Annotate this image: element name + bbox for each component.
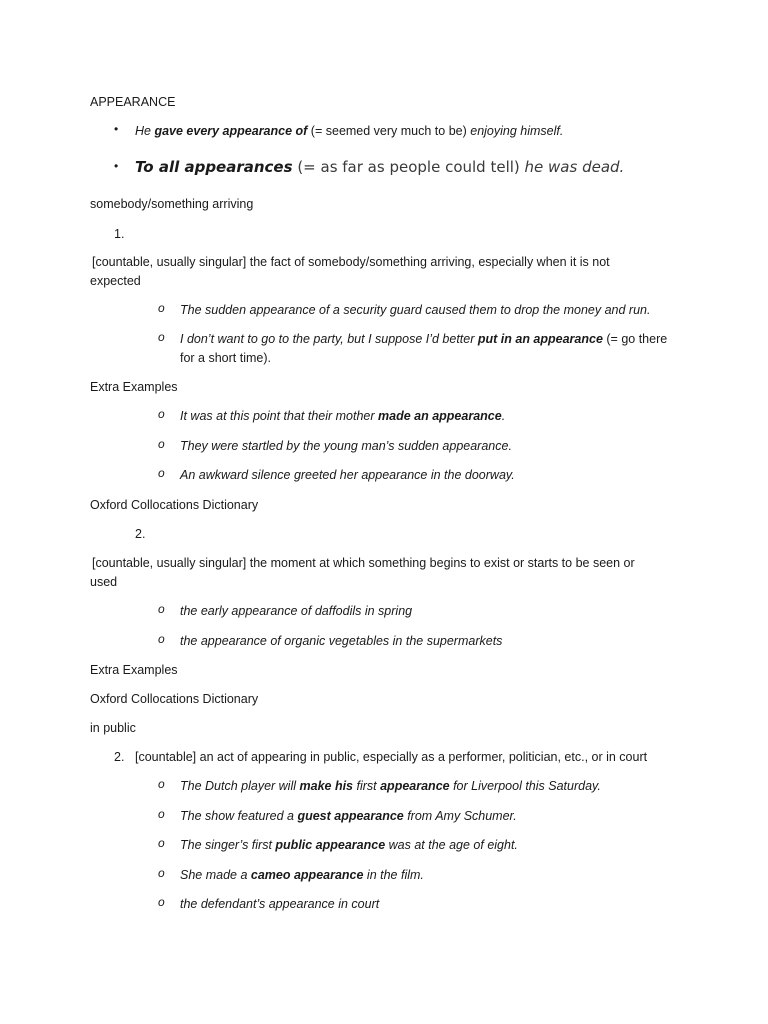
sub-bullet-marker: o (158, 301, 165, 315)
example-sentence: She made a cameo appearance in the film. (180, 868, 424, 882)
example-sentence: It was at this point that their mother made an appearance. (180, 409, 506, 423)
extra-examples-label: Extra Examples (90, 380, 178, 394)
sense-label-arriving: somebody/something arriving (90, 197, 254, 211)
sense-number: 1. (114, 227, 125, 241)
top-example-1: He gave every appearance of (= seemed very much to be) enjoying himself. (135, 124, 564, 138)
example-sentence: the appearance of organic vegetables in the supermarkets (180, 634, 503, 648)
definition-1-line-1: [countable, usually singular] the fact of somebody/something arriving, especially when it is not (92, 255, 610, 269)
example-sentence: The sudden appearance of a security guard caused them to drop the money and run. (180, 303, 651, 317)
bullet-marker: • (114, 122, 119, 136)
definition-3: [countable] an act of appearing in public, especially as a performer, politician, etc., or in court (135, 750, 648, 764)
sub-bullet-marker: o (158, 632, 165, 646)
example-sentence: the early appearance of daffodils in spring (180, 604, 413, 618)
sub-bullet-marker: o (158, 895, 165, 909)
sense-label-in-public: in public (90, 721, 136, 735)
example-sentence: The show featured a guest appearance from Amy Schumer. (180, 809, 517, 823)
sub-bullet-marker: o (158, 437, 165, 451)
definition-2-line-2: used (90, 575, 118, 589)
sub-bullet-marker: o (158, 836, 165, 850)
sub-bullet-marker: o (158, 602, 165, 616)
collocations-label: Oxford Collocations Dictionary (90, 498, 259, 512)
example-sentence: I don’t want to go to the party, but I suppose I’d better put in an appearance (= go there (180, 332, 668, 346)
sense-number: 2. (135, 527, 146, 541)
definition-1-line-2: expected (90, 274, 141, 288)
top-example-2: To all appearances (= as far as people could tell) he was dead. (135, 158, 625, 176)
example-sentence: An awkward silence greeted her appearance in the doorway. (180, 468, 515, 482)
example-sentence: the defendant’s appearance in court (180, 897, 380, 911)
collocations-label: Oxford Collocations Dictionary (90, 692, 259, 706)
example-sentence: They were startled by the young man’s sudden appearance. (180, 439, 512, 453)
sub-bullet-marker: o (158, 407, 165, 421)
extra-examples-label: Extra Examples (90, 663, 178, 677)
example-sentence: The Dutch player will make his first appearance for Liverpool this Saturday. (180, 779, 601, 793)
sub-bullet-marker: o (158, 807, 165, 821)
sub-bullet-marker: o (158, 777, 165, 791)
sub-bullet-marker: o (158, 866, 165, 880)
entry-heading: APPEARANCE (90, 95, 176, 109)
sense-number: 2. (114, 750, 125, 764)
sub-bullet-marker: o (158, 330, 165, 344)
sub-bullet-marker: o (158, 466, 165, 480)
example-sentence-continued: for a short time). (180, 351, 271, 365)
example-sentence: The singer’s first public appearance was at the age of eight. (180, 838, 518, 852)
definition-2-line-1: [countable, usually singular] the moment at which something begins to exist or starts to be seen or (92, 556, 635, 570)
bullet-marker: • (114, 159, 119, 173)
